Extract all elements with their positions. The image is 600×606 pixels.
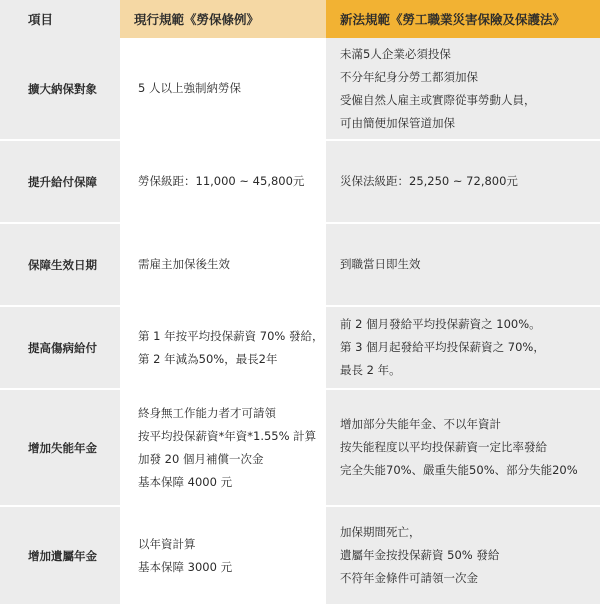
current-law-cell [120, 224, 326, 305]
row-item-label: 保障生效日期 [0, 224, 120, 305]
table-row [0, 390, 600, 507]
cell-line: 按失能程度以平均投保薪資一定比率發給 [340, 440, 547, 454]
current-law-cell [120, 141, 326, 222]
row-item-label: 擴大納保對象 [0, 38, 120, 139]
table-row [0, 507, 600, 604]
new-law-cell [326, 38, 600, 139]
cell-line: 需雇主加保後生效 [138, 257, 230, 271]
cell-line: 加發 20 個月補償一次金 [138, 451, 264, 466]
table-header [0, 0, 600, 38]
cell-line: 勞保級距：11,000 ~ 45,800元 [138, 174, 305, 188]
cell-line: 5 人以上強制納勞保 [138, 81, 241, 95]
current-law-cell [120, 390, 326, 505]
cell-line: 基本保障 4000 元 [138, 474, 233, 489]
cell-line: 不分年紀身分勞工都須加保 [340, 69, 478, 84]
row-item-label: 提升給付保障 [0, 141, 120, 222]
cell-line: 可由簡便加保管道加保 [340, 115, 455, 130]
header-new-law: 新法規範《勞工職業災害保險及保護法》 [326, 0, 600, 38]
header-item: 項目 [0, 0, 120, 38]
table-row [0, 224, 600, 307]
new-law-cell [326, 141, 600, 222]
cell-line: 遺屬年金按投保薪資 50% 發給 [340, 548, 500, 562]
cell-line: 增加部分失能年金、不以年資計 [340, 417, 501, 431]
cell-line: 受僱自然人雇主或實際從事勞動人員， [340, 92, 536, 107]
row-item-label: 增加遺屬年金 [0, 507, 120, 604]
cell-line: 第 3 個月起發給平均投保薪資之 70%， [340, 340, 545, 354]
cell-line: 基本保障 3000 元 [138, 559, 233, 574]
new-law-cell [326, 390, 600, 505]
table-row [0, 307, 600, 390]
cell-line: 按平均投保薪資*年資*1.55% 計算 [138, 428, 317, 443]
row-item-label: 增加失能年金 [0, 390, 120, 505]
row-item-label: 提高傷病給付 [0, 307, 120, 388]
header-current-law: 現行規範《勞保條例》 [120, 0, 326, 38]
cell-line: 第 1 年按平均投保薪資 70% 發給， [138, 328, 324, 343]
new-law-cell [326, 307, 600, 388]
new-law-cell [326, 224, 600, 305]
current-law-cell [120, 307, 326, 388]
cell-line: 第 2 年減為50%，最長2年 [138, 351, 278, 366]
cell-line: 完全失能70%、嚴重失能50%、部分失能20% [340, 463, 578, 477]
cell-line: 以年資計算 [138, 536, 196, 551]
cell-line: 不符年金條件可請領一次金 [340, 571, 478, 585]
current-law-cell [120, 507, 326, 604]
table-row [0, 38, 600, 141]
table-row [0, 141, 600, 224]
cell-line: 未滿5人企業必須投保 [340, 46, 451, 61]
cell-line: 到職當日即生效 [340, 257, 421, 271]
current-law-cell [120, 38, 326, 139]
cell-line: 終身無工作能力者才可請領 [138, 405, 276, 420]
new-law-cell [326, 507, 600, 604]
cell-line: 加保期間死亡， [340, 525, 421, 539]
cell-line: 前 2 個月發給平均投保薪資之 100%。 [340, 317, 541, 331]
cell-line: 最長 2 年。 [340, 363, 401, 377]
cell-line: 災保法級距：25,250 ~ 72,800元 [340, 174, 518, 188]
